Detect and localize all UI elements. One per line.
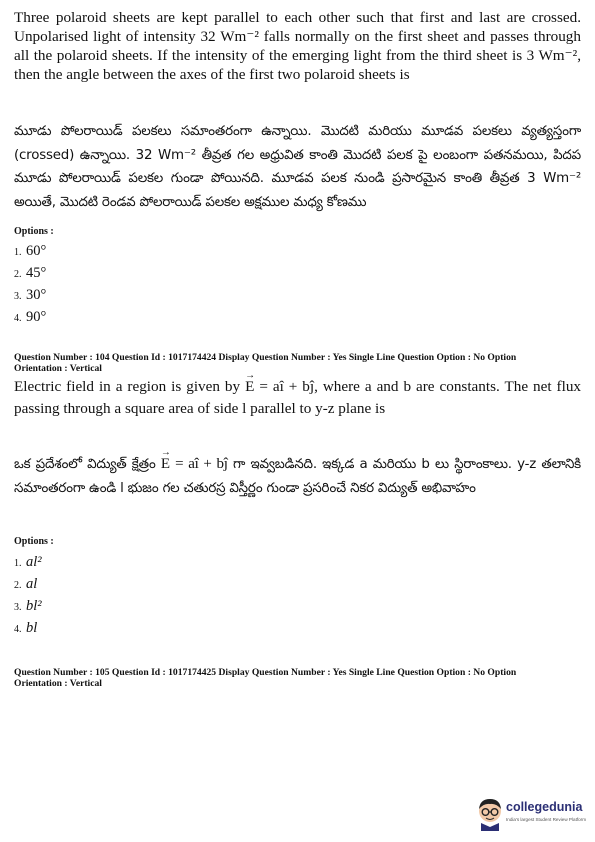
option-4[interactable]: 4. 90° [14, 309, 47, 325]
option-1[interactable]: 1. al² [14, 554, 42, 570]
field-formula-te: = aî + bĵ [175, 456, 228, 472]
collegedunia-logo[interactable] [476, 797, 588, 831]
question-105-meta [14, 668, 581, 689]
q103-english-text: Three polaroid sheets are kept parallel to each other such that first and last are crossed. Unpolarised light of intensity 32 Wm⁻² falls normally on the first sheet and passes through all the polaroid sheets. If the intensity of the emerging light from the third sheet is 3 Wm⁻², then the angle between the axes of the first two polaroid sheets is [14, 9, 581, 83]
logo-tagline: India's largest Student Review Platform [506, 817, 587, 822]
option-2[interactable]: 2. al [14, 576, 38, 592]
meta-line: Question Number : 104 Question Id : 1017174424 Display Question Number : Yes Single Line Question Option : No Option [14, 352, 517, 363]
q104-options [14, 536, 581, 640]
options-label: Options : [14, 536, 54, 547]
meta-line: Question Number : 105 Question Id : 1017174425 Display Question Number : Yes Single Line Question Option : No Option [14, 667, 517, 678]
q104-telugu-text: ఒక ప్రదేశంలో విద్యుత్ క్షేత్రం → E = aî + bĵ గా ఇవ్వబడినది. ఇక్కడ a మరియు b లు స్థిరాంకాలు. y-z తలానికి సమాంతరంగా ఉండి l భుజం గల చతురస్ర విస్తీర్ణం గుండా ప్రసరించే నికర విద్యుత్ అభివాహం [14, 452, 581, 501]
question-104-meta [14, 353, 581, 374]
field-formula: = aî + bĵ [259, 378, 315, 395]
option-1[interactable]: 1. 60° [14, 243, 47, 259]
logo-wordmark: collegedunia [506, 800, 583, 814]
option-4[interactable]: 4. bl [14, 620, 38, 636]
vector-e: → E [245, 376, 254, 398]
q103-telugu-text: మూడు పోలరాయిడ్ పలకలు సమాంతరంగా ఉన్నాయి. మొదటి మరియు మూడవ పలకలు వ్యత్యస్తంగా (crossed) ఉన్నాయి. 32 Wm⁻² తీవ్రత గల అధ్రువిత కాంతి మొదటి పలక పై లంబంగా పతనమయి, పిదప మూడు పోలరాయిడ్ పలకల గుండా పోయినది. మూడవ పలక నుండి ప్రసారమైన కాంతి తీవ్రత 3 Wm⁻² అయితే, మొదటి రెండవ పోలరాయిడ్ పలకల అక్షముల మధ్య కోణము [14, 124, 581, 210]
option-3[interactable]: 3. bl² [14, 598, 42, 614]
meta-orientation: Orientation : Vertical [14, 677, 102, 689]
q104-english-text: Electric field in a region is given by → E = aî + bĵ, where a and b are constants. The net flux passing through a square area of side l parallel to y-z plane is [14, 376, 581, 420]
option-3[interactable]: 3. 30° [14, 287, 47, 303]
meta-orientation: Orientation : Vertical [14, 362, 102, 374]
option-2[interactable]: 2. 45° [14, 265, 47, 281]
mascot-icon [476, 797, 504, 831]
options-label: Options : [14, 226, 54, 237]
vector-e-te: → E [161, 452, 170, 476]
q103-options [14, 226, 581, 329]
